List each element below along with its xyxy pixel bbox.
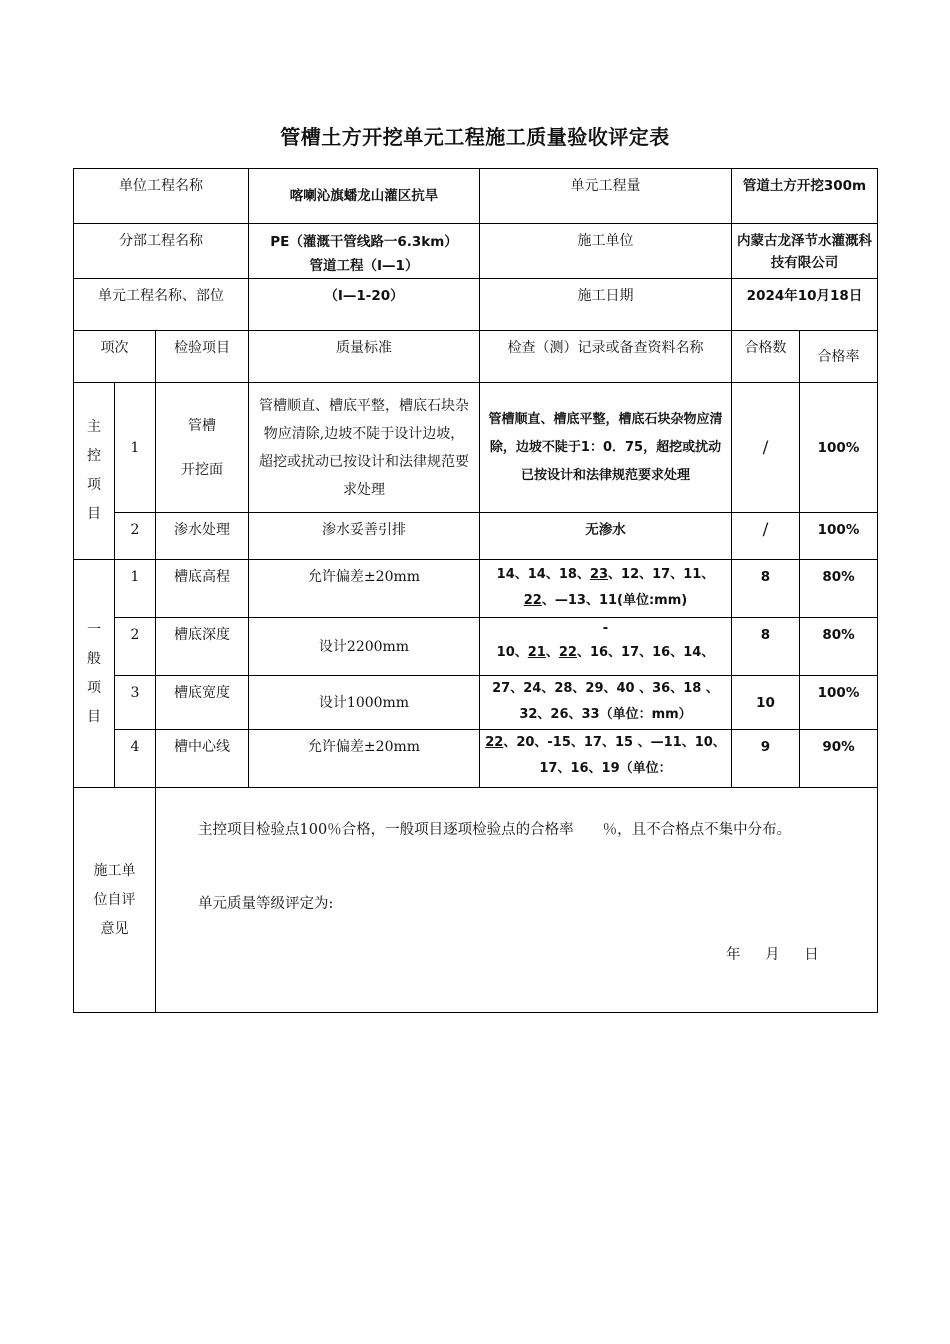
opinion-content: [156, 788, 878, 1013]
general-row-2-record: - 10、21、22、16、17、16、14、: [480, 618, 732, 676]
general-row-1-pass-rate: 80%: [800, 560, 878, 618]
main-item-row-1: [74, 383, 878, 513]
division-value-line1: PE（灌溉干管线路一6.3km）: [270, 234, 458, 250]
main-row-2-record: 无渗水: [480, 513, 732, 560]
opinion-label: 施工单 位自评 意见: [74, 788, 156, 1013]
contractor-label: 施工单位: [480, 224, 732, 279]
division-label: 分部工程名称: [74, 224, 249, 279]
general-row-3-record: 27、24、28、29、40 、36、18 、32、26、33（单位：mm）: [480, 676, 732, 730]
col-standard: 质量标准: [249, 331, 480, 383]
general-row-3-standard: 设计1000mm: [249, 676, 480, 730]
col-item: 检验项目: [156, 331, 249, 383]
general-row-3-pass-rate: 100%: [800, 676, 878, 730]
division-value: [249, 224, 480, 279]
main-row-1-record: 管槽顺直、槽底平整，槽底石块杂物应清除，边坡不陡于1：0．75，超挖或扰动已按设计和法律规范要求处理: [480, 383, 732, 513]
main-row-1-no: 1: [115, 383, 156, 513]
general-item-row-2: [74, 618, 878, 676]
col-pass-rate: 合格率: [800, 331, 878, 383]
general-item-row-3: [74, 676, 878, 730]
main-row-1-item: 管槽 开挖面: [156, 383, 249, 513]
unit-name-label: 单元工程名称、部位: [74, 279, 249, 331]
main-row-2-no: 2: [115, 513, 156, 560]
opinion-paragraph-2: 单元质量等级评定为:: [198, 896, 334, 912]
opinion-paragraph-1: 主控项目检验点100％合格，一般项目逐项检验点的合格率 ％，且不合格点不集中分布。: [198, 822, 792, 838]
date-label: 施工日期: [480, 279, 732, 331]
contractor-value: 内蒙古龙泽节水灌溉科技有限公司: [732, 224, 878, 279]
unit-project-label: 单位工程名称: [74, 169, 249, 224]
general-row-4-item: 槽中心线: [156, 730, 249, 788]
main-row-2-standard: 渗水妥善引排: [249, 513, 480, 560]
main-item-row-2: [74, 513, 878, 560]
unit-project-value: 喀喇沁旗蟠龙山灌区抗旱: [249, 169, 480, 224]
general-row-1-pass-count: 8: [732, 560, 800, 618]
evaluation-form-table: [73, 168, 878, 1013]
general-row-2-no: 2: [115, 618, 156, 676]
col-record: 检查（测）记录或备查资料名称: [480, 331, 732, 383]
general-row-3-pass-count: 10: [732, 676, 800, 730]
general-row-1-item: 槽底高程: [156, 560, 249, 618]
main-row-1-standard: 管槽顺直、槽底平整，槽底石块杂物应清除,边坡不陡于设计边坡，超挖或扰动已按设计和法律规范要求处理: [249, 383, 480, 513]
general-row-2-pass-rate: 80%: [800, 618, 878, 676]
header-row-division: [74, 224, 878, 279]
main-row-2-item: 渗水处理: [156, 513, 249, 560]
col-order: 项次: [74, 331, 156, 383]
general-group-label: 一 般 项 目: [74, 560, 115, 788]
date-value: 2024年10月18日: [732, 279, 878, 331]
general-row-3-no: 3: [115, 676, 156, 730]
general-row-1-no: 1: [115, 560, 156, 618]
main-row-1-pass-rate: 100%: [800, 383, 878, 513]
column-header-row: [74, 331, 878, 383]
general-item-row-1: [74, 560, 878, 618]
unit-quantity-value: 管道土方开挖300m: [732, 169, 878, 224]
general-row-4-standard: 允许偏差±20mm: [249, 730, 480, 788]
general-row-2-standard: 设计2200mm: [249, 618, 480, 676]
unit-name-value: （Ⅰ—1-20）: [249, 279, 480, 331]
general-row-4-pass-rate: 90%: [800, 730, 878, 788]
general-row-1-record: 14、14、18、23、12、17、11、22、—13、11(单位:mm): [480, 560, 732, 618]
header-row-unit-project: [74, 169, 878, 224]
col-pass-count: 合格数: [732, 331, 800, 383]
unit-quantity-label: 单元工程量: [480, 169, 732, 224]
general-item-row-4: [74, 730, 878, 788]
opinion-date-line: 年 月 日: [726, 947, 819, 963]
opinion-row: [74, 788, 878, 1013]
general-row-4-pass-count: 9: [732, 730, 800, 788]
main-row-2-pass-rate: 100%: [800, 513, 878, 560]
main-row-2-pass-count: /: [732, 513, 800, 560]
header-row-unit-name: [74, 279, 878, 331]
general-row-4-no: 4: [115, 730, 156, 788]
main-group-label: 主 控 项 目: [74, 383, 115, 560]
general-row-2-item: 槽底深度: [156, 618, 249, 676]
general-row-3-item: 槽底宽度: [156, 676, 249, 730]
division-value-line2: 管道工程（Ⅰ—1）: [309, 258, 419, 274]
main-row-1-pass-count: /: [732, 383, 800, 513]
general-row-1-standard: 允许偏差±20mm: [249, 560, 480, 618]
page-title: 管槽土方开挖单元工程施工质量验收评定表: [280, 125, 670, 149]
general-row-2-pass-count: 8: [732, 618, 800, 676]
general-row-4-record: 22、20、-15、17、15 、—11、10、17、16、19（单位：: [480, 730, 732, 788]
